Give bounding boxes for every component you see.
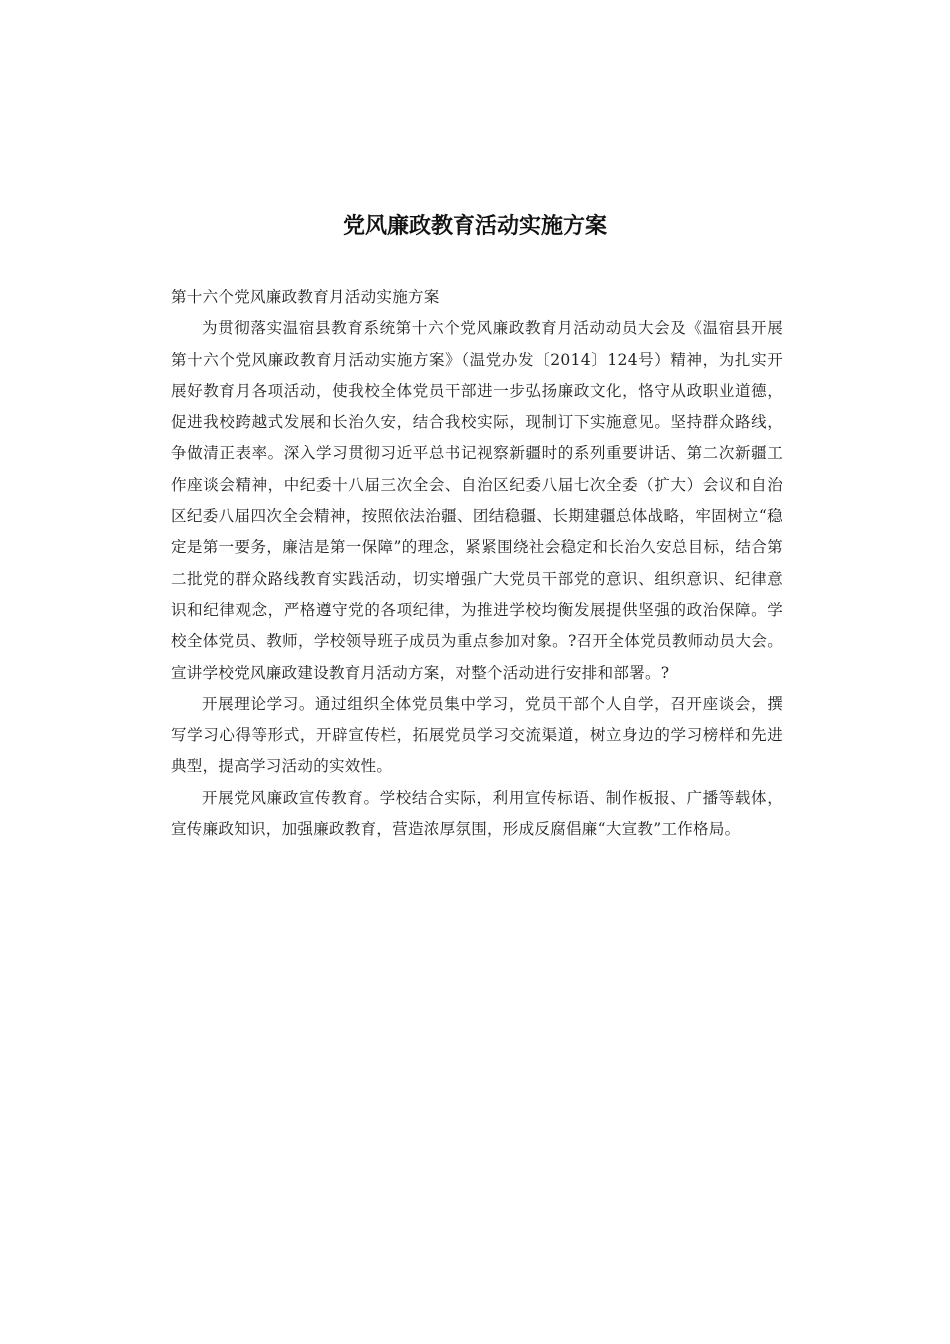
document-title: 党风廉政教育活动实施方案 bbox=[342, 214, 607, 239]
paragraph-1: 为贯彻落实温宿县教育系统第十六个党风廉政教育月活动动员大会及《温宿县开展第十六个党风廉政教育月活动实施方案》（温党办发〔2014〕124号）精神，为扎实开展好教育月各项活动，使我校全体党员干部进一步弘扬廉政文化，恪守从政职业道德，促进我校跨越式发展和长治久安，结合我校实际，现制订下实施意见。坚持群众路线，争做清正表率。深入学习贯彻习近平总书记视察新疆时的系列重要讲话、第二次新疆工作座谈会精神，中纪委十八届三次全会、自治区纪委八届七次全委（扩大）会议和自治区纪委八届四次全会精神，按照依法治疆、团结稳疆、长期建疆总体战略，牢固树立“稳定是第一要务，廉洁是第一保障”的理念，紧紧围绕社会稳定和长治久安总目标，结合第二批党的群众路线教育实践活动，切实增强广大党员干部党的意识、组织意识、纪律意识和纪律观念，严格遵守党的各项纪律，为推进学校均衡发展提供坚强的政治保障。学校全体党员、教师，学校领导班子成员为重点参加对象。?召开全体党员教师动员大会。宣讲学校党风廉政建设教育月活动方案，对整个活动进行安排和部署。? bbox=[171, 319, 783, 682]
document-body bbox=[171, 282, 783, 845]
paragraph-3: 开展党风廉政宣传教育。学校结合实际，利用宣传标语、制作板报、广播等载体，宣传廉政知识，加强廉政教育，营造浓厚氛围，形成反腐倡廉“大宣教”工作格局。 bbox=[171, 788, 783, 839]
paragraph-2: 开展理论学习。通过组织全体党员集中学习，党员干部个人自学，召开座谈会，撰写学习心得等形式，开辟宣传栏，拓展党员学习交流渠道，树立身边的学习榜样和先进典型，提高学习活动的实效性。 bbox=[171, 694, 783, 776]
document-subtitle: 第十六个党风廉政教育月活动实施方案 bbox=[171, 288, 440, 306]
